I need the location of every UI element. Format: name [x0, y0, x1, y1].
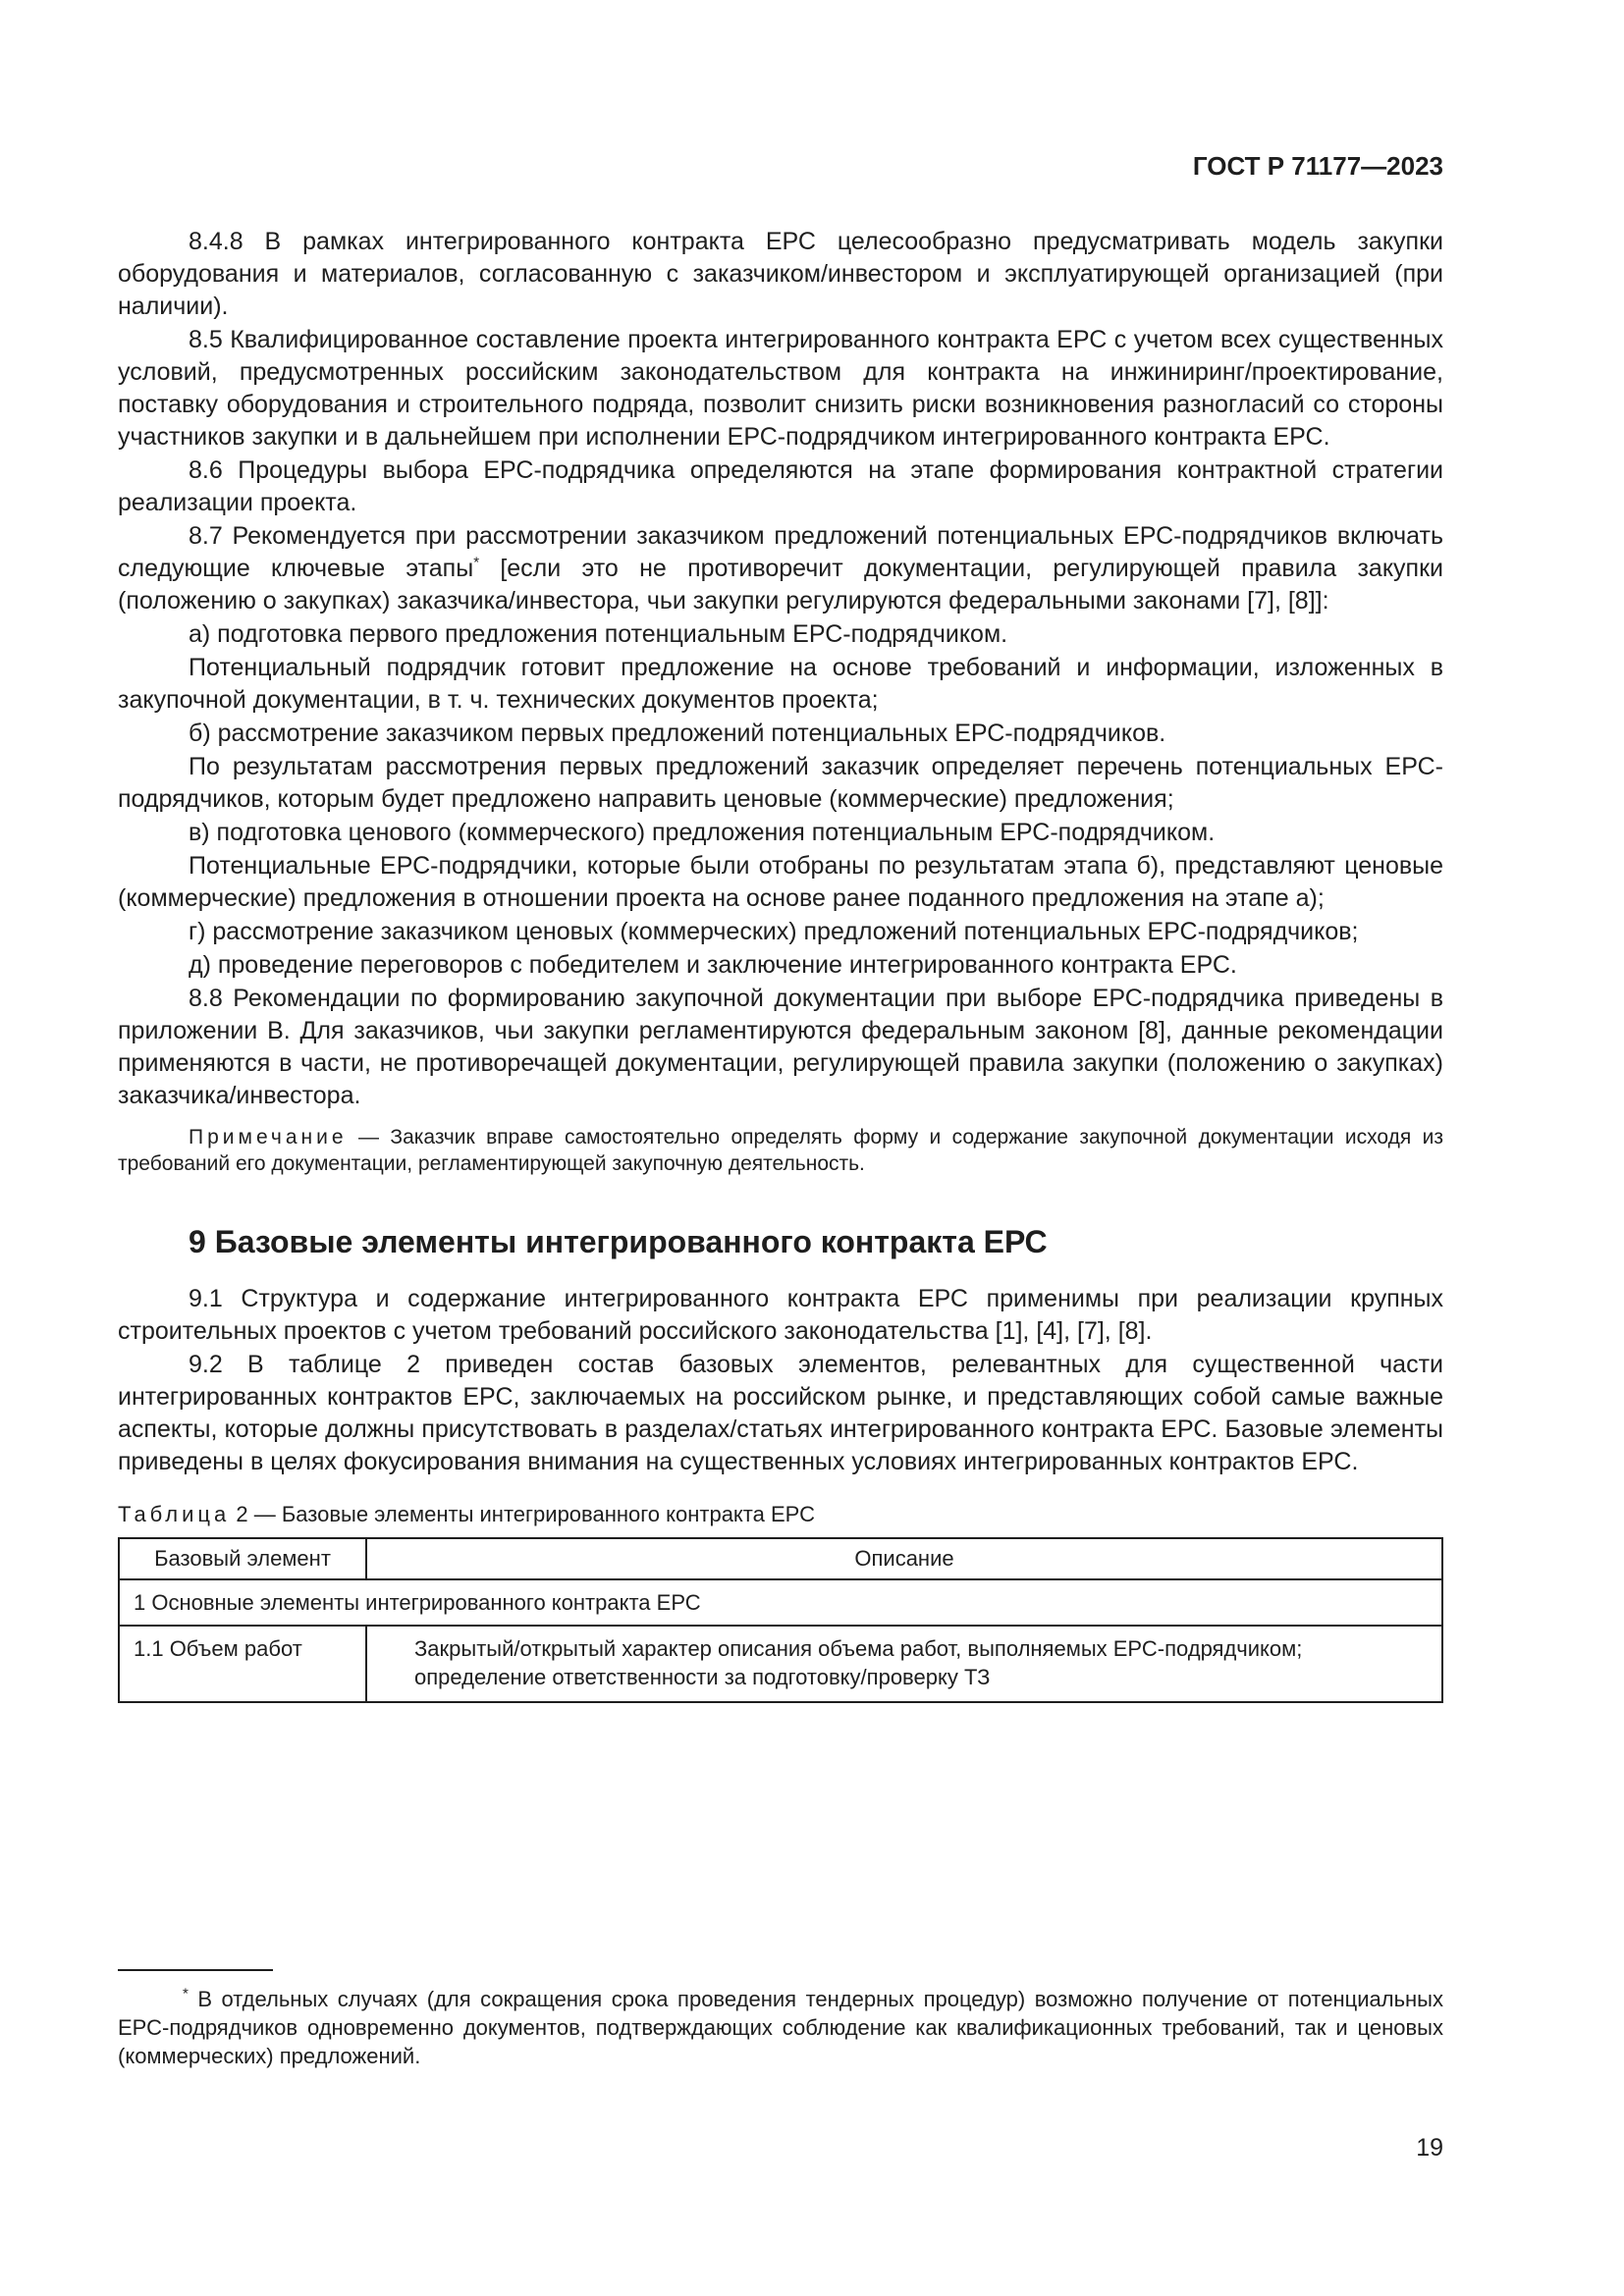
footnote-reference-mark: *	[473, 554, 480, 571]
list-item-g: г) рассмотрение заказчиком ценовых (коммерческих) предложений потенциальных ЕРС-подрядчиков;	[189, 918, 1359, 945]
table-header-row	[119, 1538, 1442, 1579]
footnote-separator	[118, 1969, 273, 1971]
note-label: Примечание	[189, 1126, 348, 1148]
column-header-element: Базовый элемент	[119, 1538, 366, 1579]
paragraph-8-5: 8.5 Квалифицированное составление проекта интегрированного контракта ЕРС с учетом всех существенных условий, предусмотренных российским законодательством для контракта на инжиниринг/проектирование, поставку оборудования и строительного подряда, позволит снизить риски возникновения разногласий со стороны участников закупки и в дальнейшем при исполнении ЕРС-подрядчиком интегрированного контракта ЕРС.	[118, 326, 1443, 451]
footnote	[118, 1985, 1443, 2070]
table-section-row	[119, 1579, 1442, 1626]
footnote-mark: *	[183, 1985, 189, 2002]
list-item-v-detail: Потенциальные ЕРС-подрядчики, которые были отобраны по результатам этапа б), представляют ценовые (коммерческие) предложения в отношении проекта на основе ранее поданного предложения на этапе а);	[118, 852, 1443, 912]
list-item-b-detail: По результатам рассмотрения первых предложений заказчик определяет перечень потенциальных ЕРС-подрядчиков, которым будет предложено направить ценовые (коммерческие) предложения;	[118, 753, 1443, 813]
paragraph-8-4-8: 8.4.8 В рамках интегрированного контракта ЕРС целесообразно предусматривать модель закупки оборудования и материалов, согласованную с заказчиком/инвестором и эксплуатирующей организацией (при наличии).	[118, 228, 1443, 320]
paragraph-9-1: 9.1 Структура и содержание интегрированного контракта ЕРС применимы при реализации крупных строительных проектов с учетом требований российского законодательства [1], [4], [7], [8].	[118, 1285, 1443, 1345]
table-cell-description: Закрытый/открытый характер описания объема работ, выполняемых ЕРС-подрядчиком; определение ответственности за подготовку/проверку ТЗ	[366, 1626, 1442, 1702]
paragraph-8-6: 8.6 Процедуры выбора ЕРС-подрядчика определяются на этапе формирования контрактной стратегии реализации проекта.	[118, 456, 1443, 516]
table-caption-text: 2 — Базовые элементы интегрированного контракта ЕРС	[230, 1502, 815, 1526]
list-item-d: д) проведение переговоров с победителем и заключение интегрированного контракта ЕРС.	[189, 951, 1237, 979]
paragraph-8-7	[118, 520, 1443, 617]
section-9-heading: 9 Базовые элементы интегрированного контракта ЕРС	[189, 1224, 1048, 1259]
table-cell-element: 1.1 Объем работ	[119, 1626, 366, 1702]
table-row	[119, 1626, 1442, 1702]
page-number: 19	[1416, 2134, 1443, 2162]
paragraph-8-8: 8.8 Рекомендации по формированию закупочной документации при выборе ЕРС-подрядчика приведены в приложении В. Для заказчиков, чьи закупки регламентируются федеральным законом [8], данные рекомендации применяются в части, не противоречащей документации, регулирующей правила закупки (положению о закупках) заказчика/инвестора.	[118, 985, 1443, 1109]
table-caption	[118, 1500, 1443, 1529]
paragraph-8-7-text-end: [если это не противоречит документации, регулирующей правила закупки (положению о закупках) заказчика/инвестора, чьи закупки регулируются федеральными законами [7], [8]]:	[118, 555, 1443, 614]
list-item-a-detail: Потенциальный подрядчик готовит предложение на основе требований и информации, изложенных в закупочной документации, в т. ч. технических документов проекта;	[118, 654, 1443, 714]
table-section-cell: 1 Основные элементы интегрированного контракта ЕРС	[119, 1579, 1442, 1626]
table-caption-label: Таблица	[118, 1502, 231, 1526]
list-item-v: в) подготовка ценового (коммерческого) предложения потенциальным ЕРС-подрядчиком.	[189, 819, 1216, 846]
document-id-header: ГОСТ Р 71177—2023	[1192, 151, 1443, 181]
main-text	[118, 226, 1443, 1703]
footnote-text: В отдельных случаях (для сокращения срока проведения тендерных процедур) возможно получение от потенциальных ЕРС-подрядчиков одновременно документов, подтверждающих соблюдение как квалификационных требований, так и ценовых (коммерческих) предложений.	[118, 1987, 1443, 2068]
note-text: — Заказчик вправе самостоятельно определять форму и содержание закупочной документации исходя из требований его документации, регламентирующей закупочную деятельность.	[118, 1126, 1443, 1175]
paragraph-9-2: 9.2 В таблице 2 приведен состав базовых элементов, релевантных для существенной части интегрированных контрактов ЕРС, заключаемых на российском рынке, и представляющих собой самые важные аспекты, которые должны присутствовать в разделах/статьях интегрированного контракта ЕРС. Базовые элементы приведены в целях фокусирования внимания на существенных условиях интегрированных контрактов ЕРС.	[118, 1351, 1443, 1475]
column-header-description: Описание	[366, 1538, 1442, 1579]
list-item-b: б) рассмотрение заказчиком первых предложений потенциальных ЕРС-подрядчиков.	[189, 720, 1166, 747]
list-item-a: а) подготовка первого предложения потенциальным ЕРС-подрядчиком.	[189, 620, 1008, 648]
base-elements-table	[118, 1537, 1443, 1703]
note	[118, 1124, 1443, 1177]
paragraph-8-7-text-start: 8.7 Рекомендуется при рассмотрении заказчиком предложений потенциальных ЕРС-подрядчиков включать следующие ключевые этапы	[118, 522, 1443, 582]
